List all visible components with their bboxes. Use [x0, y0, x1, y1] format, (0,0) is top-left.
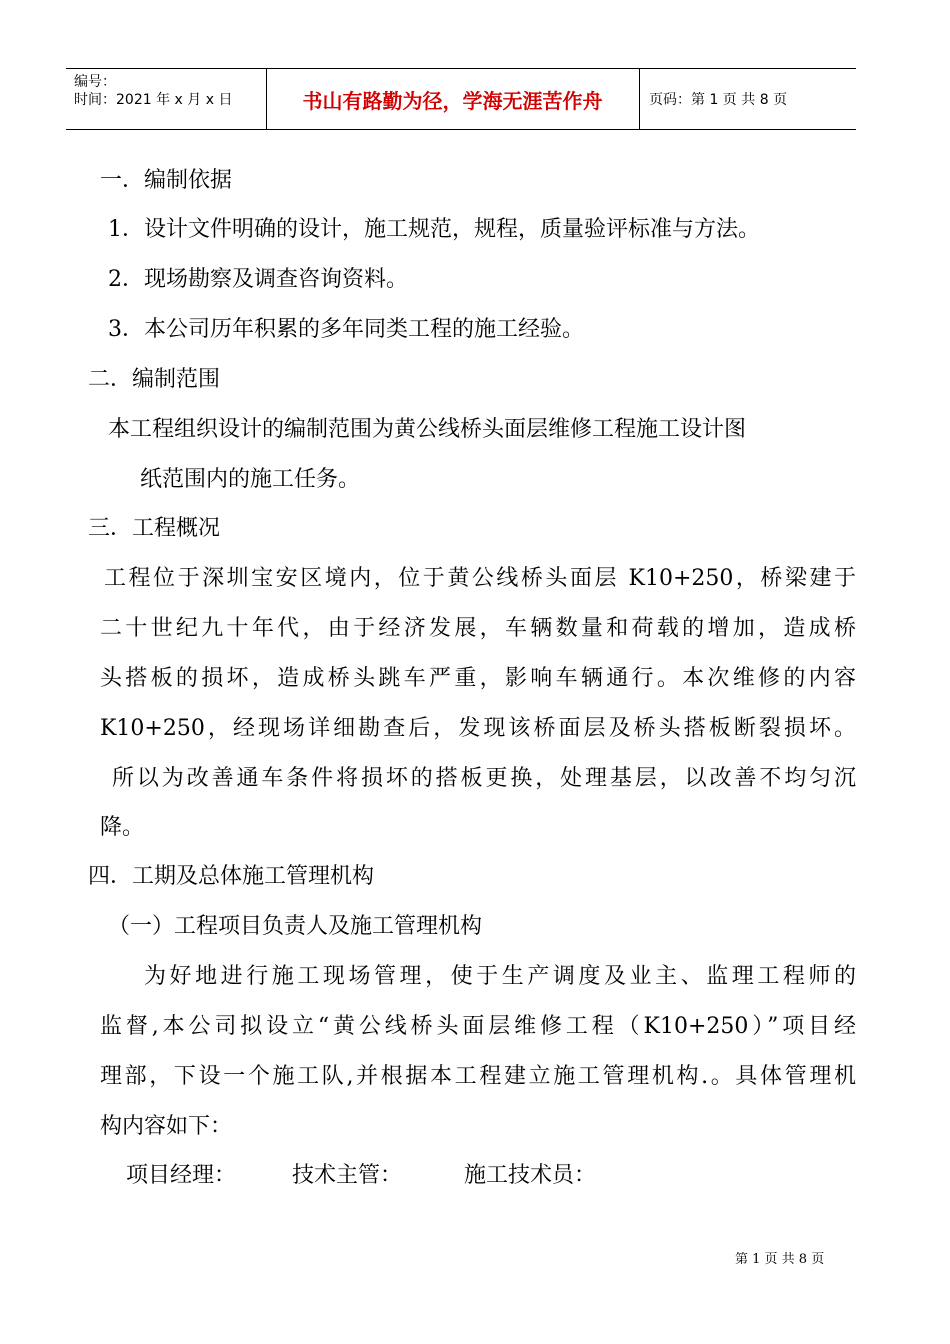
document-time-label: 时间：2021 年 x 月 x 日	[74, 92, 233, 108]
role-project-manager: 项目经理：	[126, 1163, 237, 1188]
section2-line-2: 纸范围内的施工任务。	[140, 467, 361, 492]
section4-line-1: 为好地进行施工现场管理，使于生产调度及业主、监理工程师的	[144, 964, 856, 989]
section1-item-2: 2．现场勘察及调查咨询资料。	[108, 267, 408, 292]
header-motto: 书山有路勤为径，学海无涯苦作舟	[266, 69, 640, 129]
section3-line-2: 二十世纪九十年代，由于经济发展，车辆数量和荷载的增加，造成桥	[100, 616, 856, 641]
page-footer: 第 1 页 共 8 页	[735, 1252, 825, 1267]
section2-title: 二．编制范围	[88, 367, 221, 392]
header-page-label: 页码：第 1 页 共 8 页	[649, 92, 788, 108]
section3-line-3: 头搭板的损坏，造成桥头跳车严重，影响车辆通行。本次维修的内容	[100, 666, 856, 691]
section3-line-6: 降。	[100, 815, 145, 840]
section2-line-1: 本工程组织设计的编制范围为黄公线桥头面层维修工程施工设计图	[108, 417, 747, 442]
section4-line-2: 监督,本公司拟设立“黄公线桥头面层维修工程（K10+250）”项目经	[100, 1014, 856, 1039]
section4-subtitle: （一）工程项目负责人及施工管理机构	[108, 914, 483, 939]
section1-title: 一．编制依据	[100, 168, 233, 193]
section1-item-3: 3．本公司历年积累的多年同类工程的施工经验。	[108, 317, 584, 342]
section1-item-1: 1．设计文件明确的设计，施工规范，规程，质量验评标准与方法。	[108, 217, 760, 242]
section3-line-1: 工程位于深圳宝安区境内，位于黄公线桥头面层 K10+250，桥梁建于	[104, 566, 856, 591]
role-construction-technician: 施工技术员：	[464, 1163, 597, 1188]
document-number-label: 编号：	[74, 74, 116, 90]
role-technical-supervisor: 技术主管：	[292, 1163, 403, 1188]
section3-line-4: K10+250，经现场详细勘查后，发现该桥面层及桥头搭板断裂损坏。	[100, 716, 856, 741]
section3-title: 三．工程概况	[88, 516, 221, 541]
section4-title: 四．工期及总体施工管理机构	[88, 864, 375, 889]
section4-line-4: 构内容如下：	[100, 1114, 233, 1139]
section4-line-3: 理部，下设一个施工队,并根据本工程建立施工管理机构.。具体管理机	[100, 1064, 856, 1089]
section3-line-5: 所以为改善通车条件将损坏的搭板更换，处理基层，以改善不均匀沉	[112, 766, 856, 791]
